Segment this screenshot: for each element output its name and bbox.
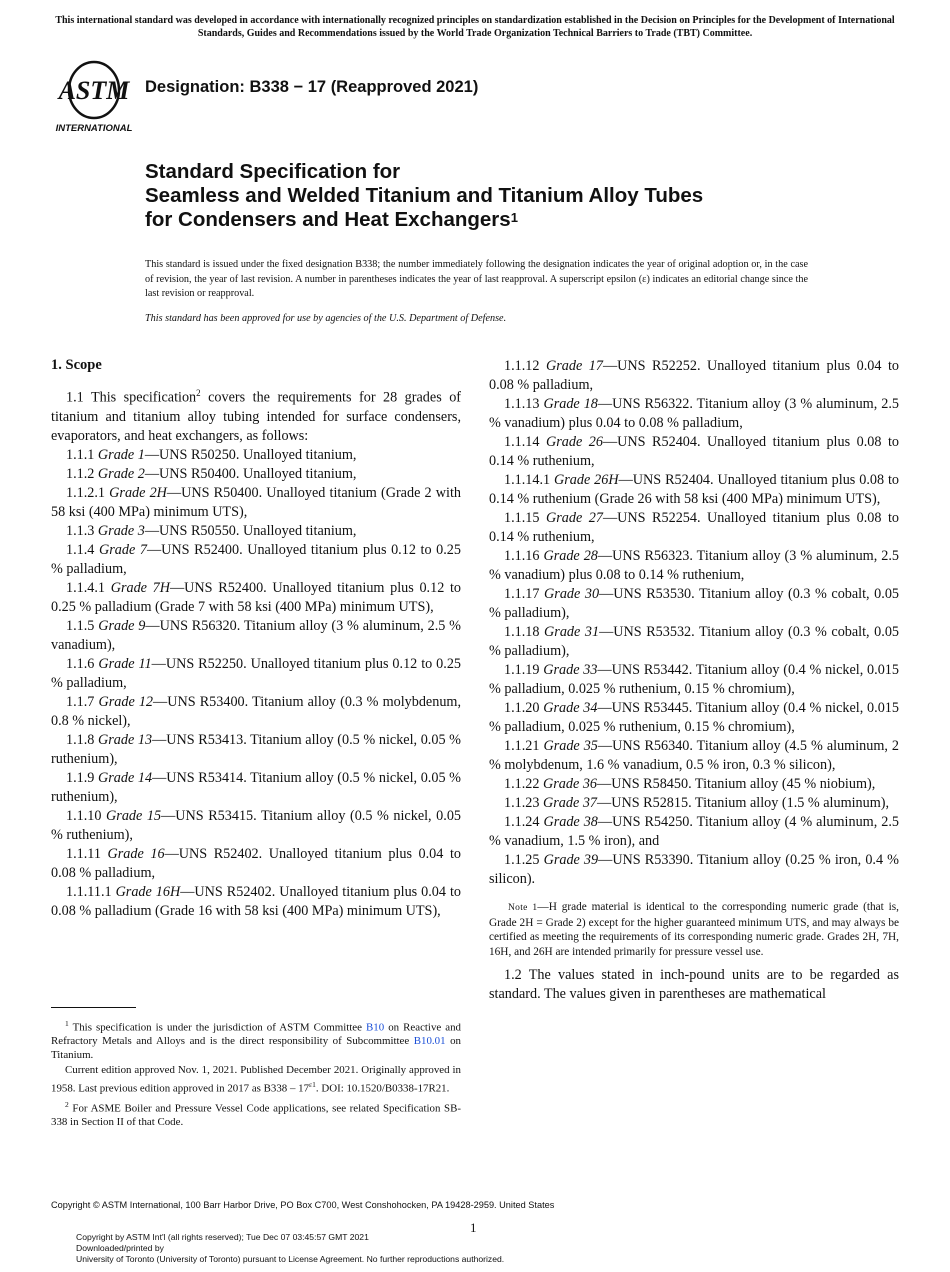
grade-item: 1.1.10 Grade 15—UNS R53415. Titanium alloy (0.5 % nickel, 0.05 % ruthenium), [51, 807, 462, 843]
grade-name: Grade 31 [544, 624, 600, 640]
title-line-1: Standard Specification for [145, 160, 401, 183]
grade-name: Grade 16H [115, 883, 181, 900]
logo-text-top: ASTM [58, 76, 130, 105]
grade-item: 1.1.11 Grade 16—UNS R52402. Unalloyed titanium plus 0.04 to 0.08 % palladium, [51, 845, 461, 881]
grade-name: Grade 7 [98, 541, 147, 558]
right-column [489, 357, 899, 1004]
dod-approval-statement: This standard has been approved for use by agencies of the U.S. Department of Defense. [145, 313, 507, 324]
tbt-notice: This international standard was developed in accordance with internationally recognized principles on standardization established in the Decision on Principles for the Development of International Standards, Guides and Recommendations issued by the World Trade Organization Technical Barriers to Trade (TBT) Committee. [55, 15, 895, 39]
grade-name: Grade 14 [98, 769, 153, 786]
grade-item: 1.1.6 Grade 11—UNS R52250. Unalloyed titanium plus 0.12 to 0.25 % palladium, [51, 655, 462, 691]
grade-name: Grade 26 [545, 434, 603, 450]
grade-item: 1.1.25 Grade 39—UNS R53390. Titanium alloy (0.25 % iron, 0.4 % silicon). [489, 852, 899, 887]
grade-item: 1.1.16 Grade 28—UNS R56323. Titanium alloy (3 % aluminum, 2.5 % vanadium) plus 0.08 to 0.14 % ruthenium, [489, 548, 899, 583]
note-label: Note 1 [508, 903, 538, 913]
scope-heading: 1. Scope [51, 357, 102, 373]
paragraph-1-2: 1.2 The values stated in inch-pound units are to be regarded as standard. The values given in parentheses are mathematical [489, 967, 899, 1002]
page-number: 1 [470, 1220, 477, 1235]
grade-name: Grade 17 [545, 358, 603, 374]
grade-item: 1.1.21 Grade 35—UNS R56340. Titanium alloy (4.5 % aluminum, 2 % molybdenum, 1.6 % vanadium, 0.5 % iron, 0.3 % silicon), [489, 738, 899, 773]
grade-item: 1.1.12 Grade 17—UNS R52252. Unalloyed titanium plus 0.04 to 0.08 % palladium, [489, 358, 899, 393]
designation: Designation: B338 − 17 (Reapproved 2021) [145, 78, 479, 96]
logo-text-bottom: INTERNATIONAL [55, 123, 133, 134]
footnote-ref-2: 2 [196, 388, 201, 398]
grade-name: Grade 38 [543, 814, 598, 830]
committee-b10-link[interactable]: B10 [366, 1021, 385, 1034]
grade-name: Grade 35 [543, 738, 598, 754]
scope-intro: 1.1 This specification$^2$ covers the requirements for 28 grades of titanium and titanium alloy tubing intended for surface condensers, evaporators, and heat exchangers, as follows: [51, 388, 462, 444]
grade-item: 1.1.23 Grade 37—UNS R52815. Titanium alloy (1.5 % aluminum), [504, 795, 890, 811]
grade-item: 1.1.4 Grade 7—UNS R52400. Unalloyed titanium plus 0.12 to 0.25 % palladium, [51, 541, 461, 577]
grade-item: 1.1.22 Grade 36—UNS R58450. Titanium alloy (45 % niobium), [504, 776, 876, 792]
left-column [51, 356, 461, 921]
grade-item: 1.1.17 Grade 30—UNS R53530. Titanium alloy (0.3 % cobalt, 0.05 % palladium), [489, 586, 900, 621]
grade-name: Grade 1 [97, 446, 145, 463]
grade-item: 1.1.3 Grade 3—UNS R50550. Unalloyed titanium, [66, 522, 357, 539]
grade-item: 1.1.2 Grade 2—UNS R50400. Unalloyed titanium, [66, 465, 357, 482]
grade-item: 1.1.15 Grade 27—UNS R52254. Unalloyed titanium plus 0.08 to 0.14 % ruthenium, [489, 510, 899, 545]
grade-name: Grade 39 [543, 852, 599, 868]
grade-item: 1.1.7 Grade 12—UNS R53400. Titanium alloy (0.3 % molybdenum, 0.8 % nickel), [51, 693, 461, 729]
footnote-1: $^1$ This specification is under the jurisdiction of ASTM Committee B10 on Reactive and Refractory Metals and Alloys and is the direct responsibility of Subcommittee B10.01 on Titanium. [51, 1019, 461, 1061]
grade-name: Grade 30 [544, 586, 600, 602]
grade-item: 1.1.24 Grade 38—UNS R54250. Titanium alloy (4 % aluminum, 2.5 % vanadium, 1.5 % iron), and [489, 814, 899, 849]
grade-name: Grade 34 [543, 700, 598, 716]
grade-name: Grade 28 [543, 548, 598, 564]
grade-name: Grade 36 [543, 776, 598, 792]
grade-name: Grade 9 [98, 617, 146, 634]
footnotes [51, 1017, 461, 1132]
grade-item: 1.1.18 Grade 31—UNS R53532. Titanium alloy (0.3 % cobalt, 0.05 % palladium), [489, 624, 900, 659]
grade-name: Grade 2 [97, 465, 145, 482]
astm-logo [52, 58, 136, 134]
grade-name: Grade 2H [109, 484, 167, 501]
download-notice: Copyright by ASTM Int'l (all rights reserved); Tue Dec 07 03:45:57 GMT 2021 Downloaded/printed by University of Toronto (University of Toronto) pursuant to License Agreement. No further reproductions authorized. [76, 1232, 505, 1264]
grade-item: 1.1.4.1 Grade 7H—UNS R52400. Unalloyed titanium plus 0.12 to 0.25 % palladium (Grade 7 with 58 ksi (400 MPa) minimum UTS), [51, 579, 462, 615]
grades-list-right [489, 357, 899, 889]
footnote-rule [51, 1007, 136, 1008]
grade-name: Grade 26H [554, 472, 619, 488]
note-1 [489, 900, 899, 959]
issuance-statement: This standard is issued under the fixed designation B338; the number immediately following the designation indicates the year of original adoption or, in the case of revision, the year of last revision. A number in parentheses indicates the year of last reapproval. A superscript epsilon (ε) indicates an editorial change since the last revision or reapproval. [145, 259, 808, 299]
title-footnote-ref: 1 [510, 210, 518, 225]
grade-name: Grade 18 [543, 396, 598, 412]
grade-item: 1.1.5 Grade 9—UNS R56320. Titanium alloy (3 % aluminum, 2.5 % vanadium), [51, 617, 461, 653]
grade-name: Grade 27 [545, 510, 603, 526]
footnote-2: $^2$ For ASME Boiler and Pressure Vessel Code applications, see related Specification SB-338 in Section II of that Code. [51, 1100, 461, 1129]
grade-item: 1.1.1 Grade 1—UNS R50250. Unalloyed titanium, [66, 446, 357, 463]
title-line-2: Seamless and Welded Titanium and Titanium Alloy Tubes [145, 184, 704, 207]
document-title [145, 160, 845, 232]
grade-name: Grade 11 [98, 655, 152, 672]
grade-item: 1.1.8 Grade 13—UNS R53413. Titanium alloy (0.5 % nickel, 0.05 % ruthenium), [51, 731, 461, 767]
grade-name: Grade 7H [110, 579, 170, 596]
grade-item: 1.1.19 Grade 33—UNS R53442. Titanium alloy (0.4 % nickel, 0.015 % palladium, 0.025 % ruthenium, 0.15 % chromium), [489, 662, 899, 697]
grade-item: 1.1.20 Grade 34—UNS R53445. Titanium alloy (0.4 % nickel, 0.015 % palladium, 0.025 % ruthenium, 0.15 % chromium), [489, 700, 899, 735]
grades-list-left [51, 446, 461, 921]
grade-item: 1.1.13 Grade 18—UNS R56322. Titanium alloy (3 % aluminum, 2.5 % vanadium) plus 0.04 to 0.08 % palladium, [489, 396, 899, 431]
grade-name: Grade 13 [98, 731, 153, 748]
title-line-3: for Condensers and Heat Exchangers [145, 208, 511, 231]
edition-note: Current edition approved Nov. 1, 2021. Published December 2021. Originally approved in 1958. Last previous edition approved in 2017 as $B338 - 17^{\varepsilon 1}$. DOI: 10.1520/B0338-17R21. [51, 1064, 461, 1095]
grade-name: Grade 15 [106, 807, 162, 824]
grade-name: Grade 3 [97, 522, 145, 539]
grade-name: Grade 37 [543, 795, 598, 811]
grade-name: Grade 33 [543, 662, 598, 678]
copyright-line: Copyright © ASTM International, 100 Barr Harbor Drive, PO Box C700, West Conshohocken, PA 19428-2959. United States [51, 1200, 555, 1210]
grade-item: 1.1.9 Grade 14—UNS R53414. Titanium alloy (0.5 % nickel, 0.05 % ruthenium), [51, 769, 461, 805]
grade-item: 1.1.14 Grade 26—UNS R52404. Unalloyed titanium plus 0.08 to 0.14 % ruthenium, [489, 434, 899, 469]
grade-name: Grade 16 [107, 845, 165, 862]
grade-name: Grade 12 [98, 693, 154, 710]
note-text: —H grade material is identical to the corresponding numeric grade (that is, Grade 2H = Grade 2) except for the higher guaranteed minimum UTS, and may always be certified as meeting the requirements of its corresponding numeric grade. Grades 2H, 7H, 16H, and 26H are intended primarily for pressure vessel use. [489, 901, 899, 958]
grade-item: 1.1.11.1 Grade 16H—UNS R52402. Unalloyed titanium plus 0.04 to 0.08 % palladium (Grade 16 with 58 ksi (400 MPa) minimum UTS), [51, 883, 461, 919]
subcommittee-b10-01-link[interactable]: B10.01 [413, 1035, 446, 1048]
grade-item: 1.1.2.1 Grade 2H—UNS R50400. Unalloyed titanium (Grade 2 with 58 ksi (400 MPa) minimum UTS), [51, 484, 461, 520]
grade-item: 1.1.14.1 Grade 26H—UNS R52404. Unalloyed titanium plus 0.08 to 0.14 % ruthenium (Grade 26 with 58 ksi (400 MPa) minimum UTS), [489, 472, 899, 507]
